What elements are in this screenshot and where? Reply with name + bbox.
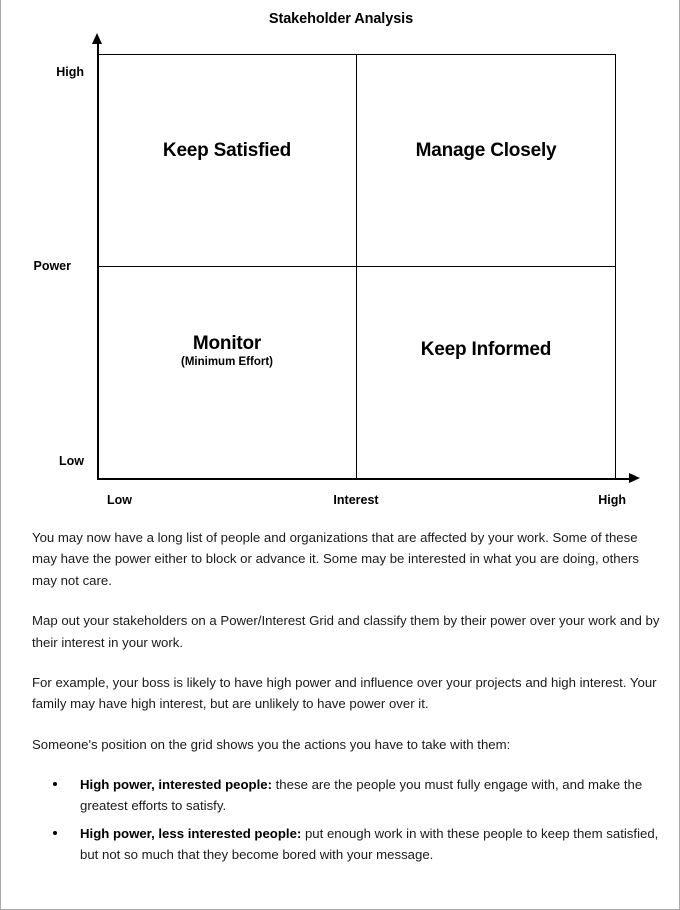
paragraph: For example, your boss is likely to have high power and influence over your projects and high interest. Your family may have high interest, but are unlikely to have power over it. <box>32 674 657 712</box>
paragraph: Map out your stakeholders on a Power/Interest Grid and classify them by their power over your work and by their interest in your work. <box>32 613 660 650</box>
bullet-dot-icon <box>53 831 57 835</box>
list-item-lead: High power, less interested people: <box>80 825 302 841</box>
x-axis-arrow-icon <box>629 473 640 483</box>
quadrant-keep-informed-label: Keep Informed <box>420 339 552 360</box>
power-interest-matrix <box>98 54 616 478</box>
y-axis-tick-low: Low <box>59 454 84 468</box>
quadrant-monitor <box>98 334 356 368</box>
y-axis-line <box>97 42 99 479</box>
matrix-horizontal-divider <box>98 266 616 267</box>
list-item-lead: High power, interested people: <box>80 777 272 792</box>
quadrant-manage-closely <box>356 141 616 162</box>
paragraph: You may now have a long list of people and organizations that are affected by your work. Some of these may have the power either to block or advance it. Some may be interested in what you are doing, others may not care. <box>32 530 639 588</box>
y-axis-arrow-icon <box>92 33 102 44</box>
list-item <box>32 774 664 817</box>
quadrant-keep-satisfied <box>98 141 356 162</box>
list-item-text: these are the people you must fully engage with, and make the greatest efforts to satisfy. <box>80 777 643 814</box>
quadrant-keep-informed <box>356 340 616 361</box>
quadrant-keep-satisfied-label: Keep Satisfied <box>162 140 292 161</box>
list-item <box>32 823 664 866</box>
list-item-text: put enough work in with these people to keep them satisfied, but not so much that they become bored with your message. <box>80 825 659 863</box>
bullet-dot-icon <box>53 782 57 786</box>
x-axis-tick-low: Low <box>107 493 132 507</box>
quadrant-monitor-sublabel: (Minimum Effort) <box>181 355 273 368</box>
page-title: Stakeholder Analysis <box>268 11 414 27</box>
y-axis-tick-high: High <box>56 65 84 79</box>
actions-bullet-list <box>32 774 664 866</box>
quadrant-monitor-label: Monitor <box>192 333 262 354</box>
x-axis-tick-high: High <box>598 493 626 507</box>
quadrant-manage-closely-label: Manage Closely <box>415 140 557 161</box>
x-axis-title: Interest <box>333 493 379 507</box>
x-axis-line <box>97 478 632 480</box>
body-content <box>32 527 664 872</box>
y-axis-title: Power <box>33 259 71 273</box>
paragraph: Someone's position on the grid shows you the actions you have to take with them: <box>32 736 511 752</box>
